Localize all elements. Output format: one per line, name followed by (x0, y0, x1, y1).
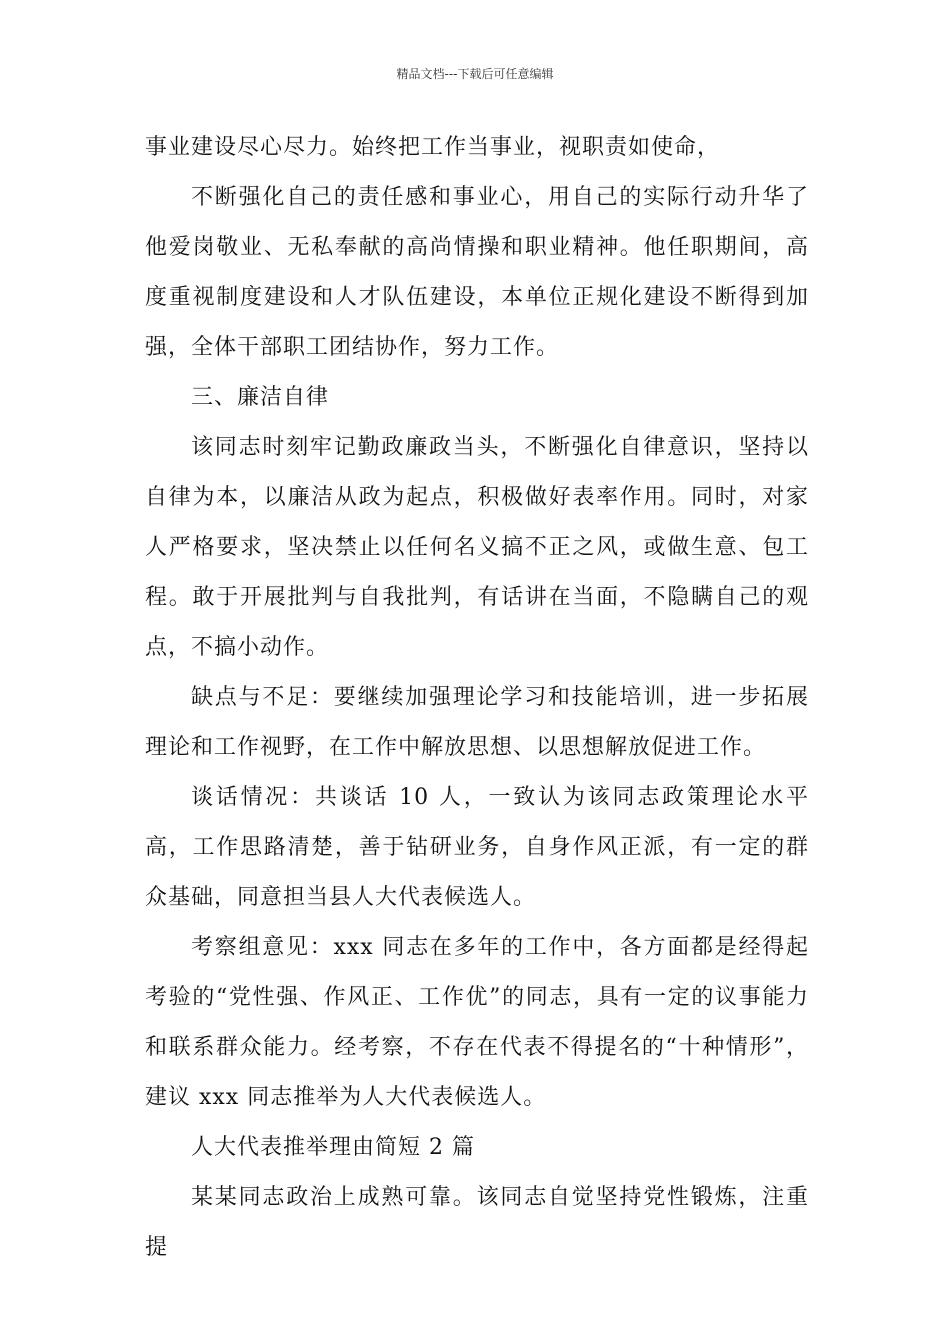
page-header: 精品文档---下载后可任意编辑 (396, 67, 554, 81)
paragraph: 事业建设尽心尽力。始终把工作当事业，视职责如使命， (145, 135, 721, 160)
paragraph: 某某同志政治上成熟可靠。该同志自觉坚持党性锻炼，注重提 (145, 1185, 809, 1260)
paragraph: 该同志时刻牢记勤政廉政当头，不断强化自律意识，坚持以自律为本，以廉洁从政为起点，积极做好表率作用。同时，对家人严格要求，坚决禁止以任何名义搞不正之风，或做生意、包工程。敢于开展批判与自我批判，有话讲在当面，不隐瞒自己的观点，不搞小动作。 (145, 435, 809, 660)
section-heading: 三、廉洁自律 (191, 385, 330, 410)
paragraph: 缺点与不足：要继续加强理论学习和技能培训，进一步拓展理论和工作视野，在工作中解放思想、以思想解放促进工作。 (145, 685, 809, 760)
paragraph: 考察组意见：xxx 同志在多年的工作中，各方面都是经得起考验的“党性强、作风正、工作优”的同志，具有一定的议事能力和联系群众能力。经考察，不存在代表不得提名的“十种情形”，建议 xxx 同志推举为人大代表候选人。 (145, 935, 809, 1110)
document-body (145, 123, 809, 1273)
paragraph: 不断强化自己的责任感和事业心，用自己的实际行动升华了他爱岗敬业、无私奉献的高尚情操和职业精神。他任职期间，高度重视制度建设和人才队伍建设，本单位正规化建设不断得到加强，全体干部职工团结协作，努力工作。 (145, 185, 809, 360)
section-title: 人大代表推举理由简短 2 篇 (191, 1135, 475, 1160)
paragraph: 谈话情况：共谈话 10 人，一致认为该同志政策理论水平高，工作思路清楚，善于钻研业务，自身作风正派，有一定的群众基础，同意担当县人大代表候选人。 (145, 785, 809, 910)
